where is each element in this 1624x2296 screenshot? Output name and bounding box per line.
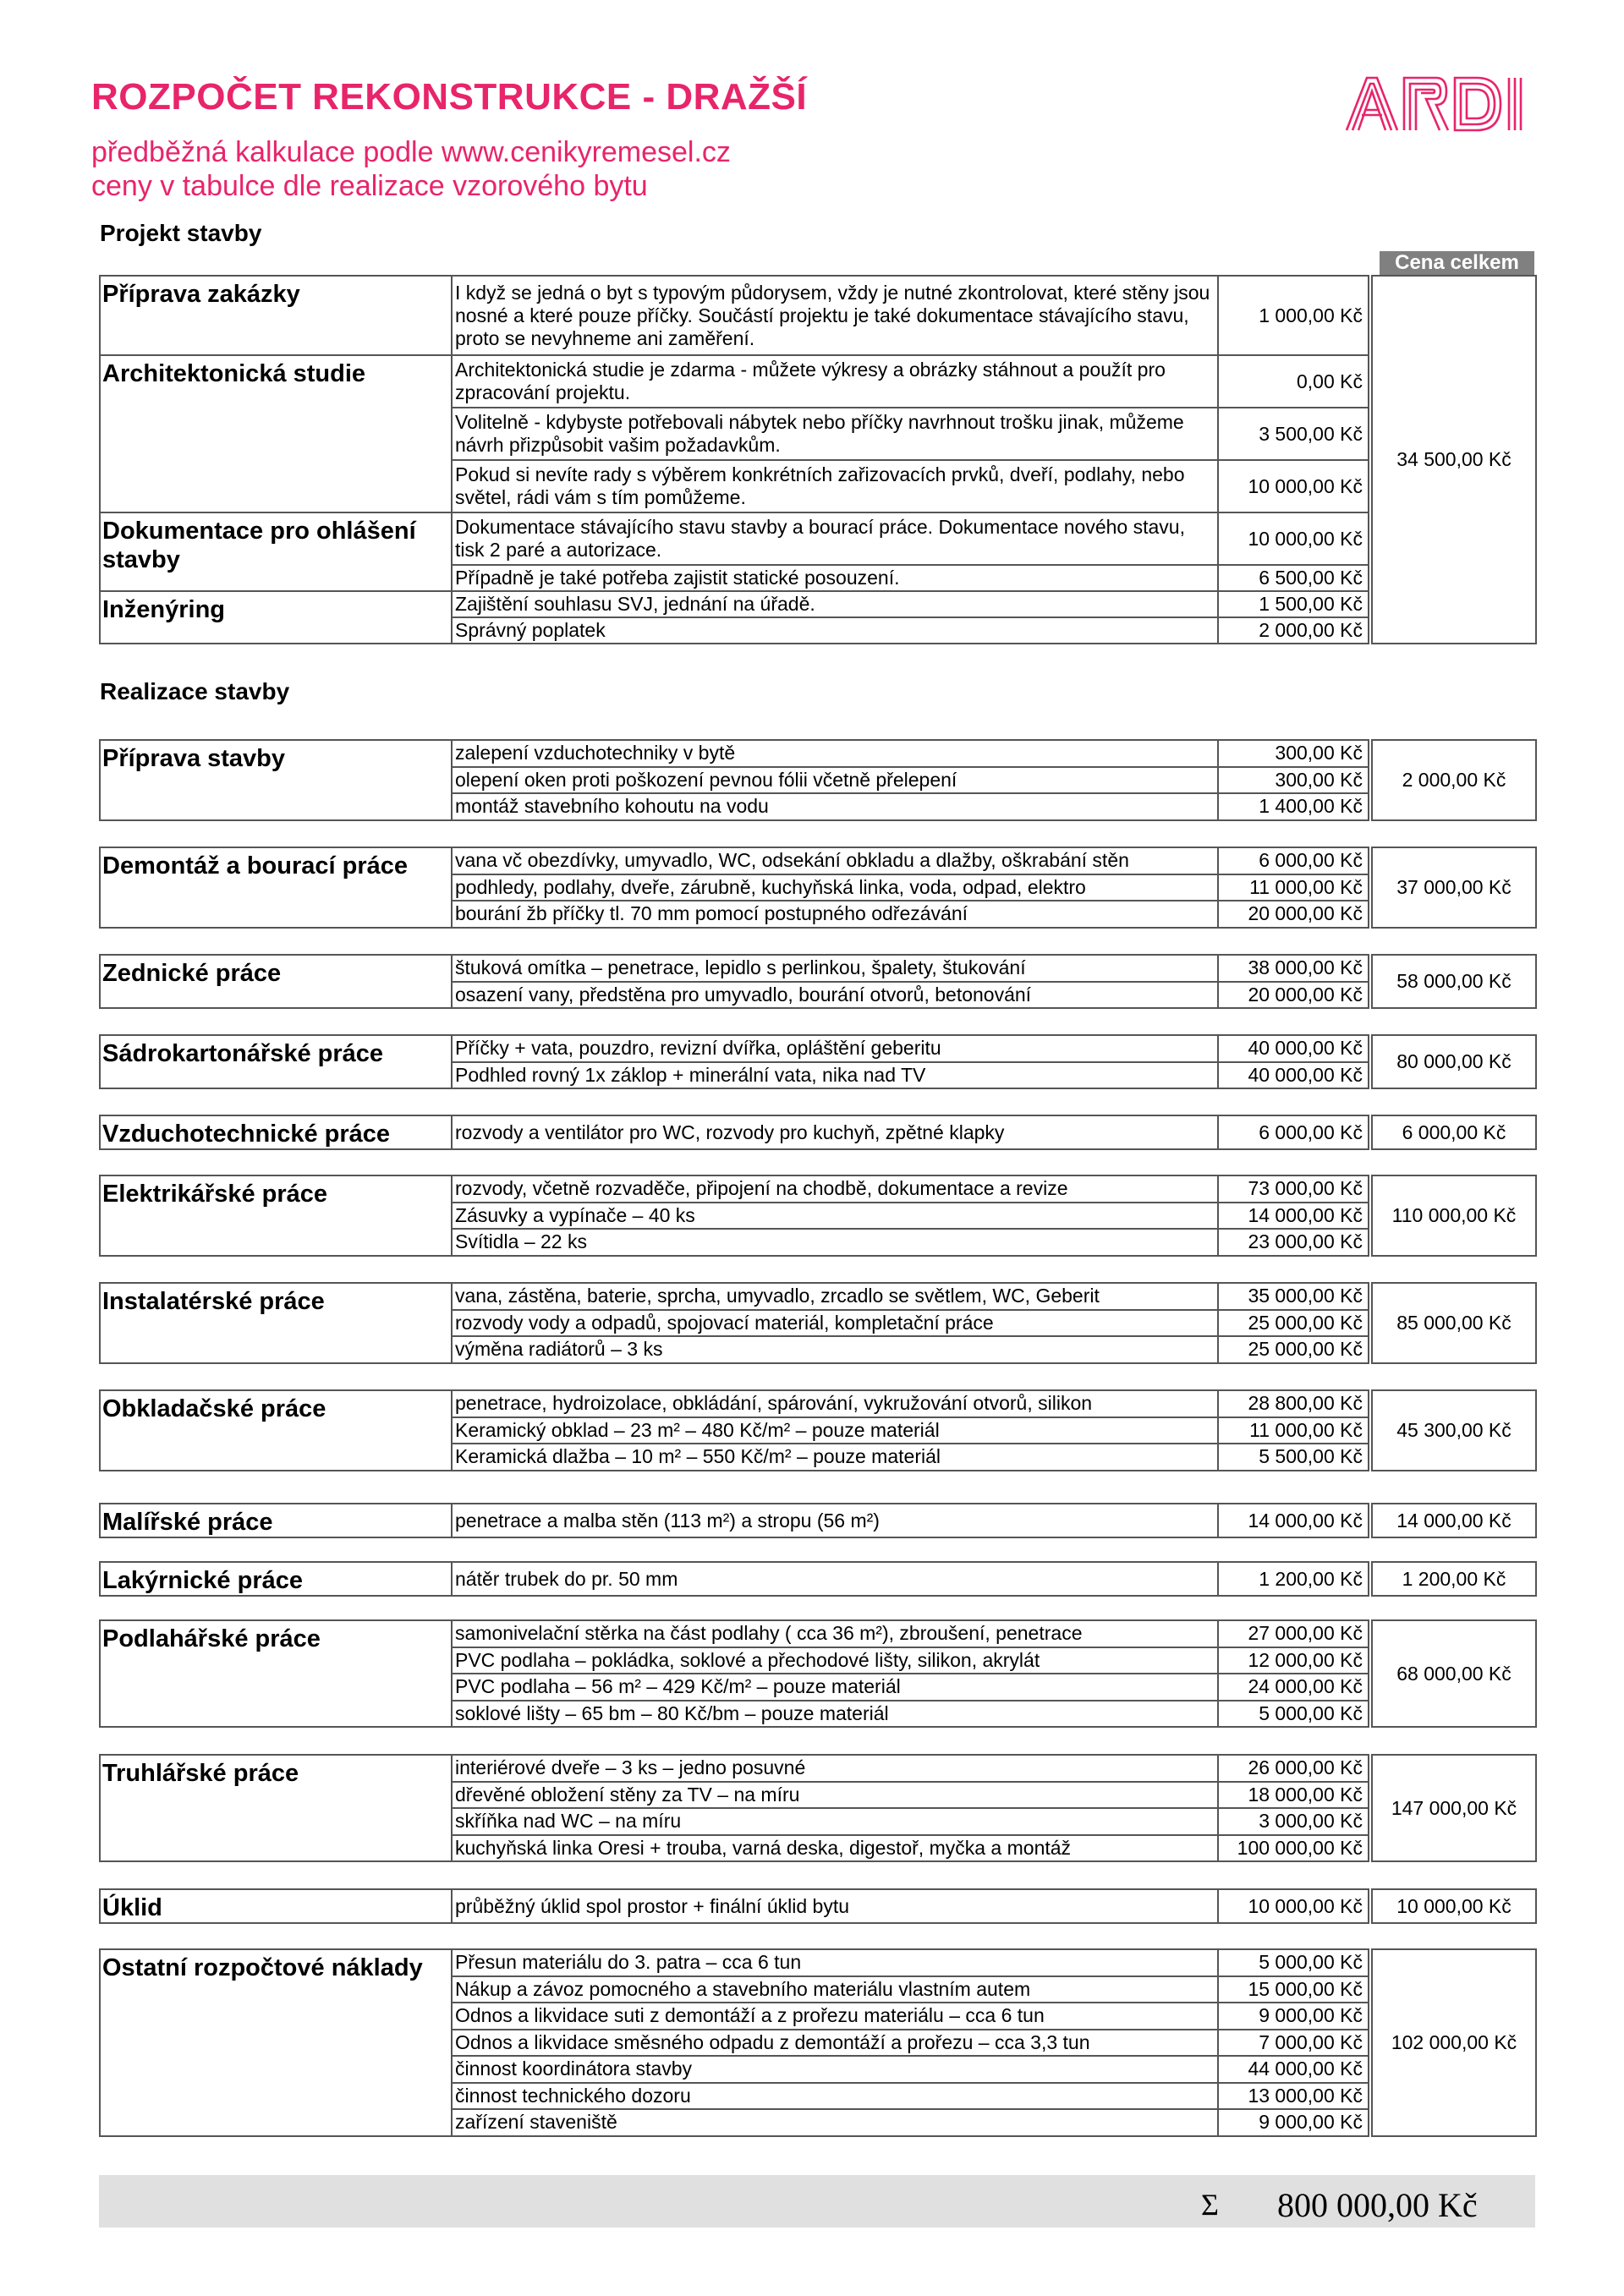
item-description: Podhled rovný 1x záklop + minerální vata, nika nad TV [452, 1062, 1218, 1089]
item-price: 12 000,00 Kč [1218, 1647, 1369, 1674]
table-row [100, 955, 1536, 982]
total-column-header: Cena celkem [1380, 251, 1534, 275]
item-price: 15 000,00 Kč [1218, 1976, 1369, 2003]
cost-block [99, 739, 1537, 821]
item-price: 14 000,00 Kč [1218, 1203, 1369, 1230]
block-total: 10 000,00 Kč [1372, 1889, 1536, 1923]
block-total: 102 000,00 Kč [1372, 1949, 1536, 2136]
block-total: 110 000,00 Kč [1372, 1175, 1536, 1256]
item-description: vana vč obezdívky, umyvadlo, WC, odsekání obkladu a dlažby, oškrabání stěn [452, 847, 1218, 874]
item-price: 73 000,00 Kč [1218, 1175, 1369, 1203]
item-price: 13 000,00 Kč [1218, 2083, 1369, 2110]
item-price: 1 400,00 Kč [1218, 793, 1369, 820]
item-description: Pokud si nevíte rady s výběrem konkrétních zařizovacích prvků, dveří, podlahy, nebo světel, rádi vám s tím pomůžeme. [452, 460, 1218, 512]
block-total: 68 000,00 Kč [1372, 1620, 1536, 1727]
item-price: 100 000,00 Kč [1218, 1835, 1369, 1862]
category-label: Dokumentace pro ohlášení stavby [100, 512, 452, 591]
category-label: Podlahářské práce [100, 1620, 452, 1727]
table-row [100, 1115, 1536, 1149]
item-description: rozvody vody a odpadů, spojovací materiál, kompletační práce [452, 1310, 1218, 1337]
table-row [100, 355, 1536, 408]
logo-text: ARDI [1343, 74, 1346, 75]
table-row [100, 1390, 1536, 1417]
item-price: 6 500,00 Kč [1218, 565, 1369, 591]
item-description: soklové lišty – 65 bm – 80 Kč/bm – pouze materiál [452, 1701, 1218, 1728]
item-description: Architektonická studie je zdarma - můžete výkresy a obrázky stáhnout a použít pro zpracování projektu. [452, 355, 1218, 408]
category-label: Lakýrnické práce [100, 1562, 452, 1596]
item-price: 20 000,00 Kč [1218, 982, 1369, 1009]
category-label: Truhlářské práce [100, 1755, 452, 1861]
item-description: Svítidla – 22 ks [452, 1229, 1218, 1256]
subtitle-line-1: předběžná kalkulace podle www.cenikyremesel.cz [91, 136, 731, 168]
item-description: Případně je také potřeba zajistit statické posouzení. [452, 565, 1218, 591]
item-price: 5 000,00 Kč [1218, 1949, 1369, 1976]
category-label: Zednické práce [100, 955, 452, 1008]
item-description: Odnos a likvidace suti z demontáží a z prořezu materiálu – cca 6 tun [452, 2003, 1218, 2030]
item-price: 25 000,00 Kč [1218, 1336, 1369, 1363]
item-description: výměna radiátorů – 3 ks [452, 1336, 1218, 1363]
item-price: 18 000,00 Kč [1218, 1782, 1369, 1809]
table-row [100, 1504, 1536, 1537]
cost-block [99, 1503, 1537, 1538]
item-description: olepení oken proti poškození pevnou fólii včetně přelepení [452, 767, 1218, 794]
item-description: montáž stavebního kohoutu na vodu [452, 793, 1218, 820]
item-price: 35 000,00 Kč [1218, 1283, 1369, 1310]
section-realizace-heading: Realizace stavby [100, 678, 290, 704]
table-row [100, 1283, 1536, 1310]
item-description: Keramický obklad – 23 m² – 480 Kč/m² – pouze materiál [452, 1417, 1218, 1444]
cost-block [99, 1619, 1537, 1728]
item-price: 23 000,00 Kč [1218, 1229, 1369, 1256]
item-description: Volitelně - kdybyste potřebovali nábytek nebo příčky navrhnout trošku jinak, můžeme návrh přizpůsobit vašim požadavkům. [452, 408, 1218, 460]
item-price: 9 000,00 Kč [1218, 2109, 1369, 2136]
subtitle-line-2: ceny v tabulce dle realizace vzorového bytu [91, 170, 648, 202]
item-price: 3 000,00 Kč [1218, 1808, 1369, 1835]
table-row [100, 1562, 1536, 1596]
block-total: 37 000,00 Kč [1372, 847, 1536, 928]
cost-block [99, 1282, 1537, 1364]
category-label: Úklid [100, 1889, 452, 1923]
block-total: 2 000,00 Kč [1372, 740, 1536, 820]
table-row [100, 1949, 1536, 1976]
item-description: skříňka nad WC – na míru [452, 1808, 1218, 1835]
cost-block [99, 1948, 1537, 2137]
category-label: Ostatní rozpočtové náklady [100, 1949, 452, 2136]
cost-block [99, 1115, 1537, 1150]
cost-block [99, 847, 1537, 929]
item-price: 11 000,00 Kč [1218, 874, 1369, 901]
projekt-table [99, 275, 1537, 644]
item-description: kuchyňská linka Oresi + trouba, varná deska, digestoř, myčka a montáž [452, 1835, 1218, 1862]
item-price: 9 000,00 Kč [1218, 2003, 1369, 2030]
item-description: činnost koordinátora stavby [452, 2056, 1218, 2083]
item-description: penetrace, hydroizolace, obkládání, spárování, vykružování otvorů, silikon [452, 1390, 1218, 1417]
table-row [100, 740, 1536, 767]
item-description: vana, zástěna, baterie, sprcha, umyvadlo, zrcadlo se světlem, WC, Geberit [452, 1283, 1218, 1310]
item-price: 44 000,00 Kč [1218, 2056, 1369, 2083]
item-price: 28 800,00 Kč [1218, 1390, 1369, 1417]
item-description: rozvody, včetně rozvaděče, připojení na chodbě, dokumentace a revize [452, 1175, 1218, 1203]
item-price: 1 500,00 Kč [1218, 591, 1369, 617]
item-description: bourání žb příčky tl. 70 mm pomocí postupného odřezávání [452, 901, 1218, 928]
block-total: 1 200,00 Kč [1372, 1562, 1536, 1596]
table-row [100, 1889, 1536, 1923]
block-total: 85 000,00 Kč [1372, 1283, 1536, 1363]
item-description: zalepení vzduchotechniky v bytě [452, 740, 1218, 767]
block-total: 58 000,00 Kč [1372, 955, 1536, 1008]
block-total: 6 000,00 Kč [1372, 1115, 1536, 1149]
item-price: 38 000,00 Kč [1218, 955, 1369, 982]
table-row [100, 1620, 1536, 1647]
block-total: 80 000,00 Kč [1372, 1035, 1536, 1088]
item-price: 27 000,00 Kč [1218, 1620, 1369, 1647]
item-description: Zásuvky a vypínače – 40 ks [452, 1203, 1218, 1230]
item-description: nátěr trubek do pr. 50 mm [452, 1562, 1218, 1596]
item-description: penetrace a malba stěn (113 m²) a stropu (56 m²) [452, 1504, 1218, 1537]
block-total: 147 000,00 Kč [1372, 1755, 1536, 1861]
category-label: Instalatérské práce [100, 1283, 452, 1363]
table-row [100, 276, 1536, 355]
block-total: 14 000,00 Kč [1372, 1504, 1536, 1537]
item-description: dřevěné obložení stěny za TV – na míru [452, 1782, 1218, 1809]
category-label: Demontáž a bourací práce [100, 847, 452, 928]
cost-block [99, 1888, 1537, 1924]
item-price: 14 000,00 Kč [1218, 1504, 1369, 1537]
ardi-logo [1343, 74, 1543, 134]
item-description: Správný poplatek [452, 617, 1218, 644]
item-description: osazení vany, předstěna pro umyvadlo, bourání otvorů, betonování [452, 982, 1218, 1009]
item-price: 10 000,00 Kč [1218, 512, 1369, 565]
cost-block [99, 1389, 1537, 1471]
item-price: 40 000,00 Kč [1218, 1035, 1369, 1062]
cost-block [99, 1561, 1537, 1597]
item-price: 10 000,00 Kč [1218, 1889, 1369, 1923]
item-price: 3 500,00 Kč [1218, 408, 1369, 460]
item-description: PVC podlaha – 56 m² – 429 Kč/m² – pouze materiál [452, 1674, 1218, 1701]
item-description: rozvody a ventilátor pro WC, rozvody pro kuchyň, zpětné klapky [452, 1115, 1218, 1149]
item-price: 11 000,00 Kč [1218, 1417, 1369, 1444]
cost-block [99, 954, 1537, 1009]
item-price: 0,00 Kč [1218, 355, 1369, 408]
block-total: 45 300,00 Kč [1372, 1390, 1536, 1471]
item-description: Přesun materiálu do 3. patra – cca 6 tun [452, 1949, 1218, 1976]
item-price: 26 000,00 Kč [1218, 1755, 1369, 1782]
item-price: 2 000,00 Kč [1218, 617, 1369, 644]
item-price: 40 000,00 Kč [1218, 1062, 1369, 1089]
item-description: podhledy, podlahy, dveře, zárubně, kuchyňská linka, voda, odpad, elektro [452, 874, 1218, 901]
item-description: průběžný úklid spol prostor + finální úklid bytu [452, 1889, 1218, 1923]
block-total: 34 500,00 Kč [1372, 276, 1536, 644]
item-price: 1 000,00 Kč [1218, 276, 1369, 355]
category-label: Malířské práce [100, 1504, 452, 1537]
item-price: 1 200,00 Kč [1218, 1562, 1369, 1596]
table-row [100, 847, 1536, 874]
item-description: Odnos a likvidace směsného odpadu z demontáží a prořezu – cca 3,3 tun [452, 2030, 1218, 2057]
table-row [100, 512, 1536, 565]
item-price: 25 000,00 Kč [1218, 1310, 1369, 1337]
item-description: Zajištění souhlasu SVJ, jednání na úřadě. [452, 591, 1218, 617]
category-label: Sádrokartonářské práce [100, 1035, 452, 1088]
subtitle [91, 135, 731, 203]
section-projekt-heading: Projekt stavby [100, 220, 262, 246]
item-description: I když se jedná o byt s typovým půdorysem, vždy je nutné zkontrolovat, které stěny jsou nosné a které pouze příčky. Součástí projektu je také dokumentace stávajícího stavu, proto se nevyhneme ani zaměření. [452, 276, 1218, 355]
item-price: 5 000,00 Kč [1218, 1701, 1369, 1728]
grand-total-value: 800 000,00 Kč [1277, 2186, 1478, 2224]
category-label: Elektrikářské práce [100, 1175, 452, 1256]
cost-block [99, 1175, 1537, 1257]
category-label: Příprava zakázky [100, 276, 452, 355]
table-row [100, 1035, 1536, 1062]
item-description: štuková omítka – penetrace, lepidlo s perlinkou, špalety, štukování [452, 955, 1218, 982]
category-label: Architektonická studie [100, 355, 452, 512]
item-price: 6 000,00 Kč [1218, 1115, 1369, 1149]
item-price: 7 000,00 Kč [1218, 2030, 1369, 2057]
item-price: 5 500,00 Kč [1218, 1444, 1369, 1471]
category-label: Příprava stavby [100, 740, 452, 820]
item-description: interiérové dveře – 3 ks – jedno posuvné [452, 1755, 1218, 1782]
sum-symbol: Σ [1201, 2188, 1219, 2222]
item-description: Dokumentace stávajícího stavu stavby a bourací práce. Dokumentace nového stavu, tisk 2 paré a autorizace. [452, 512, 1218, 565]
item-description: Nákup a závoz pomocného a stavebního materiálu vlastním autem [452, 1976, 1218, 2003]
table-row [100, 1755, 1536, 1782]
cost-block [99, 1754, 1537, 1862]
item-description: zařízení staveniště [452, 2109, 1218, 2136]
item-price: 20 000,00 Kč [1218, 901, 1369, 928]
item-price: 10 000,00 Kč [1218, 460, 1369, 512]
cost-block [99, 1034, 1537, 1089]
item-price: 300,00 Kč [1218, 740, 1369, 767]
category-label: Inženýring [100, 591, 452, 644]
item-description: Keramická dlažba – 10 m² – 550 Kč/m² – pouze materiál [452, 1444, 1218, 1471]
item-description: samonivelační stěrka na část podlahy ( cca 36 m²), zbroušení, penetrace [452, 1620, 1218, 1647]
item-price: 24 000,00 Kč [1218, 1674, 1369, 1701]
table-row [100, 1175, 1536, 1203]
item-description: činnost technického dozoru [452, 2083, 1218, 2110]
category-label: Obkladačské práce [100, 1390, 452, 1471]
item-price: 6 000,00 Kč [1218, 847, 1369, 874]
item-price: 300,00 Kč [1218, 767, 1369, 794]
item-description: Příčky + vata, pouzdro, revizní dvířka, opláštění geberitu [452, 1035, 1218, 1062]
table-row [100, 591, 1536, 617]
page-title: ROZPOČET REKONSTRUKCE - DRAŽŠÍ [91, 76, 808, 118]
category-label: Vzduchotechnické práce [100, 1115, 452, 1149]
item-description: PVC podlaha – pokládka, soklové a přechodové lišty, silikon, akrylát [452, 1647, 1218, 1674]
